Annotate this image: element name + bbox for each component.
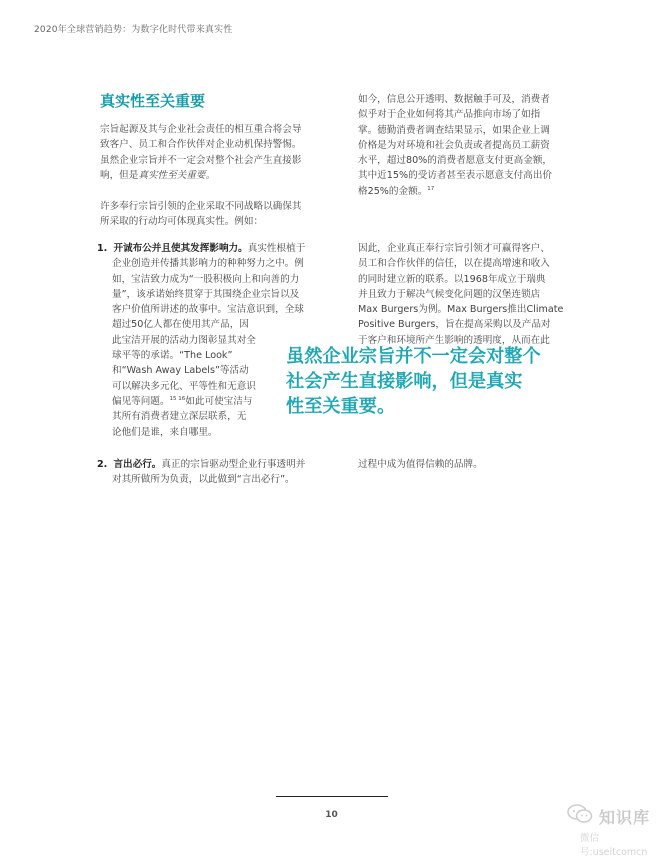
wechat-icon xyxy=(567,804,593,828)
text-segment: 真实性根植于 xyxy=(247,243,306,254)
text-line: 宗旨起源及其与企业社会责任的相互重合将会导 xyxy=(100,124,302,135)
list-number: 1. xyxy=(97,243,108,254)
text-line: 的同时建立新的联系。以1968年成立于瑞典 xyxy=(358,273,546,285)
text-line: 其所有消费者建立深层联系，无 xyxy=(112,411,247,423)
text-line: 许多奉行宗旨引领的企业采取不同战略以确保其 xyxy=(100,201,302,212)
pull-quote xyxy=(286,344,586,419)
text-line: 因此，企业真正奉行宗旨引领才可赢得客户、 xyxy=(358,243,550,254)
text-segment: 格25%的金额。 xyxy=(358,185,428,197)
text-line: 对其所做所为负责，以此做到“言出必行”。 xyxy=(112,474,295,486)
text-line: 似乎对于企业如何将其产品推向市场了如指 xyxy=(358,109,541,121)
text-line: 其中近15%的受访者甚至表示愿意支付高出价 xyxy=(358,170,553,182)
pull-quote-line: 性至关重要。 xyxy=(286,396,396,417)
text-line: 水平，超过80%的消费者愿意支付更高金额， xyxy=(358,155,553,167)
text-line: 此宝洁开展的活动力图彰显其对全 xyxy=(112,334,256,346)
watermark-name: 知识库 xyxy=(599,807,651,827)
section-title: 真实性至关重要 xyxy=(100,92,206,110)
text-segment: 偏见等问题。 xyxy=(112,395,170,407)
text-line xyxy=(97,241,337,256)
text-line: 可以解决多元化、平等性和无意识 xyxy=(112,380,256,392)
footer-rule xyxy=(276,796,388,797)
text-line: 虽然企业宗旨并不一定会对整个社会产生直接影 xyxy=(100,154,302,166)
text-line: 和“Wash Away Labels”等活动 xyxy=(112,365,249,377)
text-line: 论他们是谁，来自哪里。 xyxy=(112,426,218,438)
right-paragraph-1 xyxy=(358,92,578,199)
watermark-subtitle: 微信号:useitcomcn xyxy=(580,833,648,858)
pull-quote-line: 虽然企业宗旨并不一定会对整个 xyxy=(286,346,541,367)
text-segment: 如此可使宝洁与 xyxy=(185,395,253,407)
text-line: Positive Burgers，旨在提高采购以及产品对 xyxy=(358,319,551,331)
text-line xyxy=(358,184,578,199)
text-line: 球平等的承诺。“The Look” xyxy=(112,350,233,362)
list-item-2 xyxy=(97,457,337,488)
list-item-title: 开诚布公并且使其发挥影响力。 xyxy=(113,243,248,254)
text-line: 过程中成为值得信赖的品牌。 xyxy=(358,459,483,470)
lead-paragraph xyxy=(100,199,330,230)
text-segment: 真正的宗旨驱动型企业行事透明并 xyxy=(161,459,306,470)
watermark xyxy=(567,804,650,828)
text-line: 客户价值所讲述的故事中。宝洁意识到，全球 xyxy=(112,304,304,316)
text-line: 员工和合作伙伴的信任，以在提高增速和收入 xyxy=(358,258,550,270)
page-number: 10 xyxy=(325,810,338,820)
footnote-ref: 17 xyxy=(427,185,435,192)
text-line xyxy=(100,168,330,183)
right-paragraph-2 xyxy=(358,241,578,348)
emphasis-text: 真实性至关重要。 xyxy=(138,169,216,181)
text-line: 致客户、员工和合作伙伴对企业动机保持警惕。 xyxy=(100,139,302,151)
pull-quote-line: 社会产生直接影响，但是真实 xyxy=(286,371,523,392)
text-line: 价格是为对环境和社会负责或者提高员工薪资 xyxy=(358,139,550,151)
text-line: 于客户和环境所产生影响的透明度，从而在此 xyxy=(358,334,550,346)
right-paragraph-3 xyxy=(358,457,578,472)
text-line xyxy=(97,457,337,472)
intro-paragraph xyxy=(100,122,330,183)
running-header: 2020年全球营销趋势：为数字化时代带来真实性 xyxy=(34,25,233,35)
text-line: 如，宝洁致力成为“一股积极向上和向善的力 xyxy=(112,273,300,285)
text-line: 超过50亿人都在使用其产品，因 xyxy=(112,319,249,331)
text-line: 企业创造并传播其影响力的种种努力之中。例 xyxy=(112,258,304,270)
text-line: Max Burgers为例。Max Burgers推出Climate xyxy=(358,304,564,316)
text-line: 并且致力于解决气候变化问题的汉堡连锁店 xyxy=(358,288,541,300)
text-line: 如今，信息公开透明、数据触手可及，消费者 xyxy=(358,94,550,105)
text-line: 掌。德勤消费者调查结果显示，如果企业上调 xyxy=(358,124,550,136)
list-item-title: 言出必行。 xyxy=(113,459,162,470)
list-number: 2. xyxy=(97,459,108,470)
text-segment: 响，但是 xyxy=(100,169,139,181)
text-line: 所采取的行动均可体现真实性。例如： xyxy=(100,216,264,228)
text-line: 量”，该承诺始终贯穿于其围绕企业宗旨以及 xyxy=(112,288,300,300)
footnote-ref: 15 16 xyxy=(169,395,186,402)
